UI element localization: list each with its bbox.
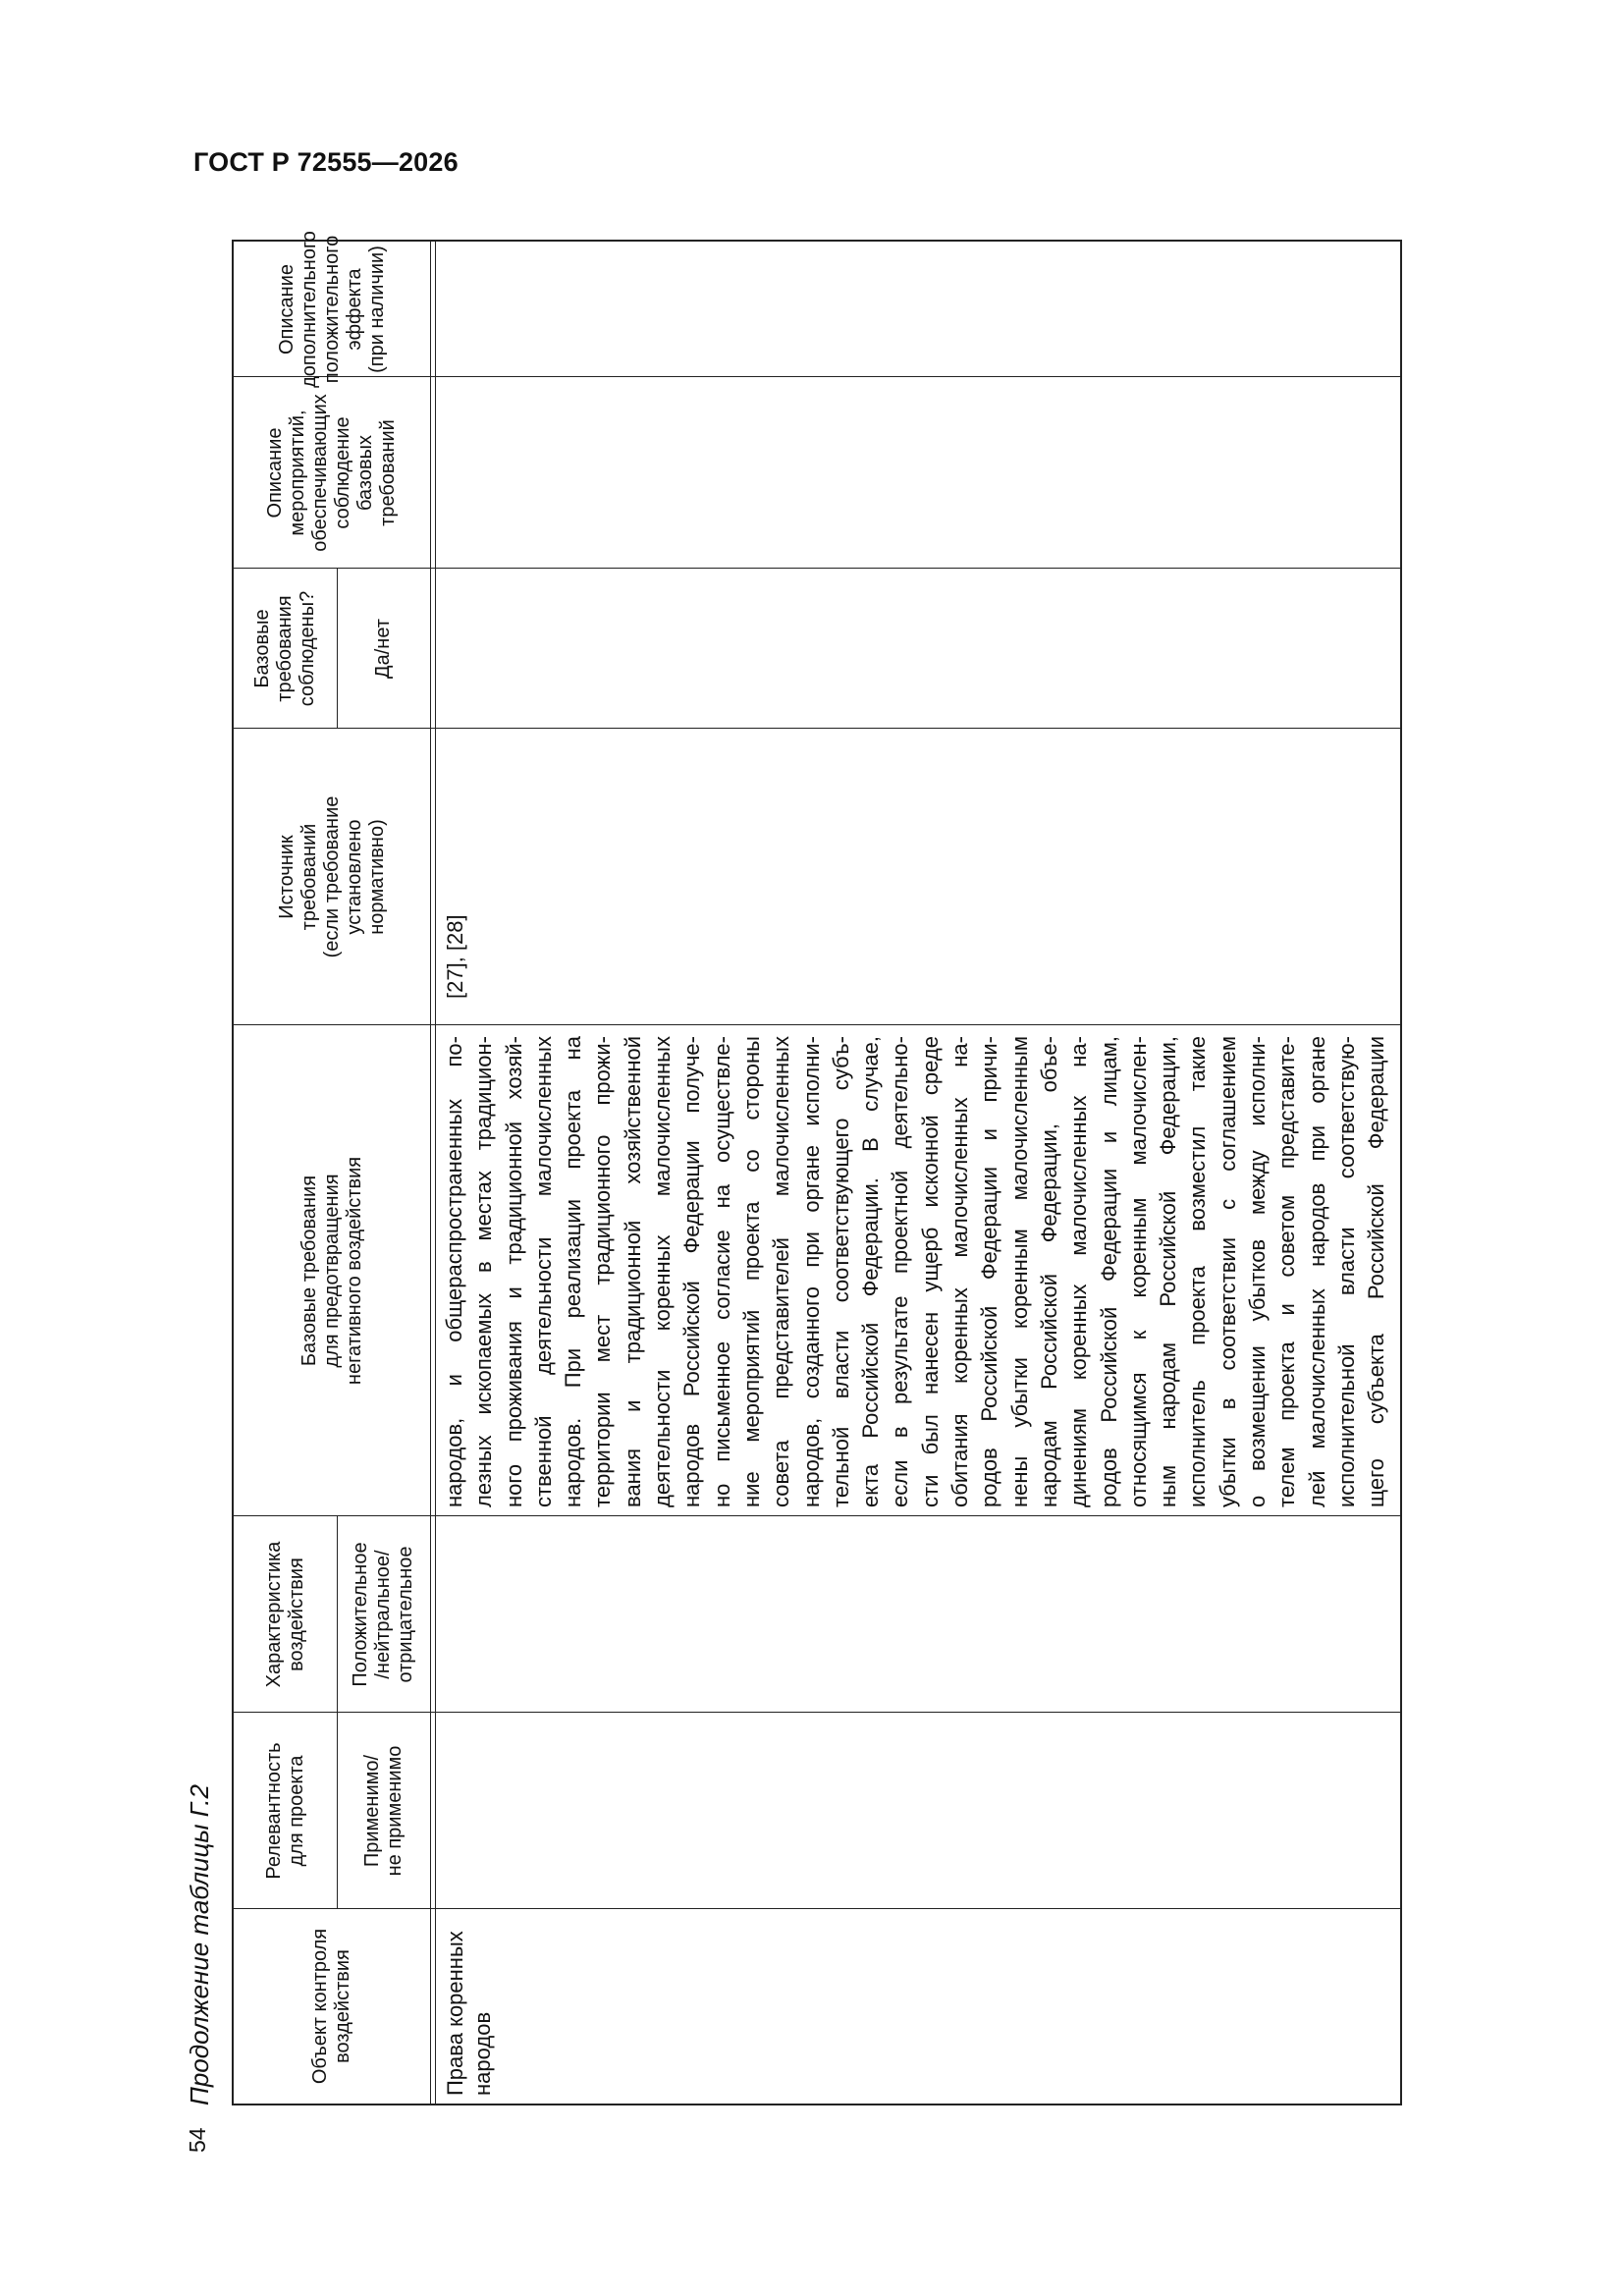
cell-object: Права коренных народов	[443, 1931, 495, 2096]
header-object: Объект контроля воздействия	[309, 1928, 353, 2085]
header-source: Источник требований (если требование установлено нормативно)	[275, 795, 388, 958]
requirement-line: вания и традиционной хозяйственной	[620, 1036, 645, 1507]
requirement-line: народам Российской Федерации, объе-	[1036, 1036, 1061, 1507]
requirement-line: ным народам Российской Федерации,	[1156, 1036, 1181, 1507]
requirement-line: убытки в соответствии с соглашением	[1215, 1036, 1240, 1507]
requirement-line: динениям коренных малочисленных на-	[1066, 1036, 1092, 1507]
header-complied-sub: Да/нет	[372, 619, 394, 679]
requirement-line: народов, и общераспространенных по-	[442, 1036, 466, 1507]
requirement-line: екта Российской Федерации. В случае,	[858, 1036, 884, 1507]
requirement-line: народов. При реализации проекта на	[561, 1036, 586, 1507]
requirement-line: исполнительной власти соответствую-	[1333, 1036, 1359, 1507]
header-base-requirements: Базовые требования для предотвращения негативного воздействия	[298, 1156, 365, 1386]
requirement-line: но письменное согласие на осуществле-	[709, 1036, 734, 1507]
requirement-line: если в результате проектной деятельно-	[888, 1036, 913, 1507]
requirement-line: тельной власти соответствующего субъ-	[828, 1036, 853, 1507]
requirement-line: родов Российской Федерации и лицам,	[1096, 1036, 1121, 1507]
requirement-line: телем проекта и советом представите-	[1274, 1036, 1300, 1507]
requirements-table	[232, 231, 1402, 2105]
requirement-line: нены убытки коренным малочисленным	[1006, 1036, 1032, 1507]
header-measures: Описание мероприятий, обеспечивающих соблюдение базовых требований	[264, 394, 399, 552]
requirement-line: ственной деятельности малочисленных	[530, 1036, 556, 1507]
requirement-line: народов, созданного при органе исполни-	[798, 1036, 824, 1507]
page-number: 54	[185, 2127, 210, 2153]
cell-source: [27], [28]	[443, 914, 467, 999]
requirement-line: лезных ископаемых в местах традицион-	[471, 1036, 497, 1507]
header-relevance: Релевантность для проекта	[262, 1742, 307, 1880]
requirement-line: о возмещении убытков между исполни-	[1245, 1036, 1271, 1507]
header-complied: Базовые требования соблюдены?	[251, 590, 318, 707]
requirement-line: ного проживания и традиционной хозяй-	[501, 1036, 526, 1507]
table-continuation-title: Продолжение таблицы Г.2	[185, 1784, 214, 2105]
requirement-line: сти был нанесен ущерб исконной среде	[917, 1036, 943, 1507]
rotated-page-content	[185, 231, 1389, 2153]
header-characteristic-sub: Положительное /нейтральное/ отрицательное	[350, 1542, 416, 1687]
header-extra-effect: Описание дополнительного положительного эффекта (при наличии)	[275, 231, 388, 388]
standard-header: ГОСТ Р 72555—2026	[193, 147, 459, 177]
requirement-line: родов Российской Федерации и причи-	[977, 1036, 1002, 1507]
requirement-line: ние мероприятий проекта со стороны	[738, 1036, 764, 1507]
requirement-line: относящимся к коренным малочислен-	[1125, 1036, 1151, 1507]
requirement-line: лей малочисленных народов при органе	[1304, 1036, 1329, 1507]
requirement-line: народов Российской Федерации получе-	[679, 1036, 705, 1507]
header-characteristic: Характеристика воздействия	[262, 1541, 307, 1688]
requirement-line: щего субъекта Российской Федерации	[1364, 1036, 1389, 1507]
requirement-line: обитания коренных малочисленных на-	[947, 1036, 973, 1507]
header-relevance-sub: Применимо/ не применимо	[360, 1745, 406, 1877]
cell-base-requirements	[440, 1036, 1392, 1507]
requirement-line: территории мест традиционного прожи-	[590, 1036, 616, 1507]
requirement-line: исполнитель проекта возместил такие	[1185, 1036, 1211, 1507]
requirement-line: совета представителей малочисленных	[769, 1036, 794, 1507]
requirement-line: деятельности коренных малочисленных	[650, 1036, 676, 1507]
